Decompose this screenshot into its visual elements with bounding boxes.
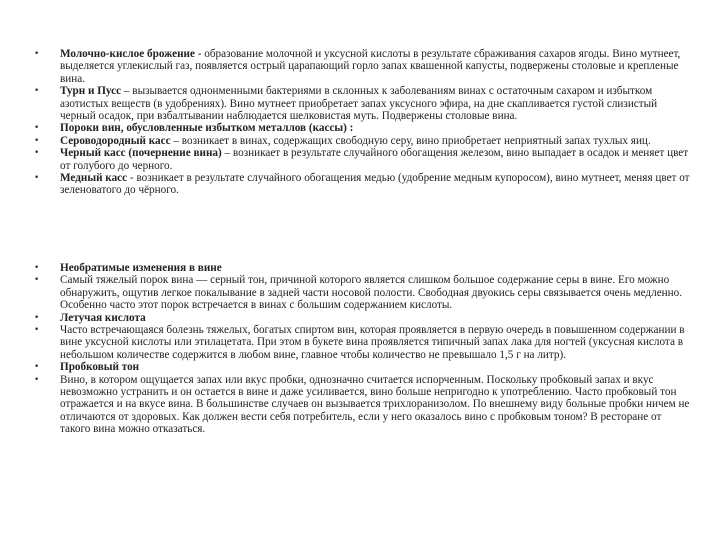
item-title: Необратимые изменения в вине: [60, 262, 222, 274]
item-title: Сероводородный касс: [60, 134, 171, 147]
item-text: – возникает в винах, содержащих свободную серу, вино приобретает неприятный запах тухлых яиц.: [170, 134, 651, 147]
list-item: [0, 122, 720, 134]
list-item: [0, 312, 720, 324]
item-text: – возникает в результате случайного обогащения железом, вино выпадает в осадок и меняет цвет от голубого до черного.: [60, 147, 689, 172]
item-title: Пороки вин, обусловленные избытком металлов (кассы) :: [60, 122, 354, 135]
list-item: [0, 262, 720, 274]
list-item: [0, 172, 720, 197]
item-title: Молочно-кислое брожение: [60, 48, 195, 60]
item-title: Черный касс (почернение вина): [60, 147, 222, 160]
item-text: – вызывается однонменными бактериями в склонных к заболеваниям винах с остаточным сахаром и избытком азотистых веществ (в удобрениях). Вино мутнеет приобретает запах уксусного эфира, на дне скапливается густой слизистый черный осадок, при взбалтывании наблюдается шелковистая муть. Подвержены столовые вина.: [60, 85, 658, 123]
list-item: [0, 135, 720, 147]
list-item: [0, 324, 720, 361]
list-item: [0, 374, 720, 436]
item-text: Вино, в котором ощущается запах или вкус пробки, однозначно считается испорченным. Поскольку пробковый запах и вкус невозможно устранить и он остается в вине и даже усиливается, вино больше непригодно к употреблению. Часто пробковый тон отражается и на вкусе вина. В большинстве случаев он вызывается трихлоранизолом. По внешнему виду больные пробки ничем не отличаются от здоровых. Как должен вести себя потребитель, если у него оказалось вино с пробковым тоном? В ресторане от такого вина можно отказаться.: [60, 373, 690, 436]
item-text: - образование молочной и уксусной кислоты в результате сбраживания сахаров ягоды. Вино мутнеет, выделяется углекислый газ, появляется острый царапающий горло запах квашенной капусты, подвержены столовые и крепленые вина.: [60, 48, 681, 85]
item-text: - возникает в результате случайного обогащения медью (удобрение медным купоросом), вино мутнеет, меняя цвет от зеленоватого до чёрного.: [60, 172, 690, 197]
item-title: Летучая кислота: [60, 311, 146, 324]
list-item: [0, 48, 720, 85]
item-title: Турн и Пусс: [60, 85, 122, 98]
list-item: [0, 85, 720, 122]
item-title: Медный касс: [60, 172, 128, 185]
wine-defects-list: [0, 48, 720, 197]
list-item: [0, 147, 720, 172]
item-text: Самый тяжелый порок вина — серный тон, причиной которого является слишком большое содержание серы в вине. Его можно обнаружить, ощутив легкое покалывание в задней части носовой полости. Свободная двуокись серы связывается очень медленно. Особенно часто этот порок встречается в винах с большим содержанием кислоты.: [60, 274, 683, 312]
list-item: [0, 274, 720, 311]
item-title: Пробковый тон: [60, 361, 140, 374]
irreversible-changes-list: [0, 262, 720, 436]
item-text: Часто встречающаяся болезнь тяжелых, богатых спиртом вин, которая проявляется в первую очередь в повышенном содержании в вине уксусной кислоты или этилацетата. При этом в букете вина проявляется типичный запах лака для ногтей (уксусная кислота в небольшом количестве содержится в любом вине, главное чтобы количество не превышало 1,5 г на литр).: [60, 324, 685, 361]
list-item: [0, 361, 720, 373]
